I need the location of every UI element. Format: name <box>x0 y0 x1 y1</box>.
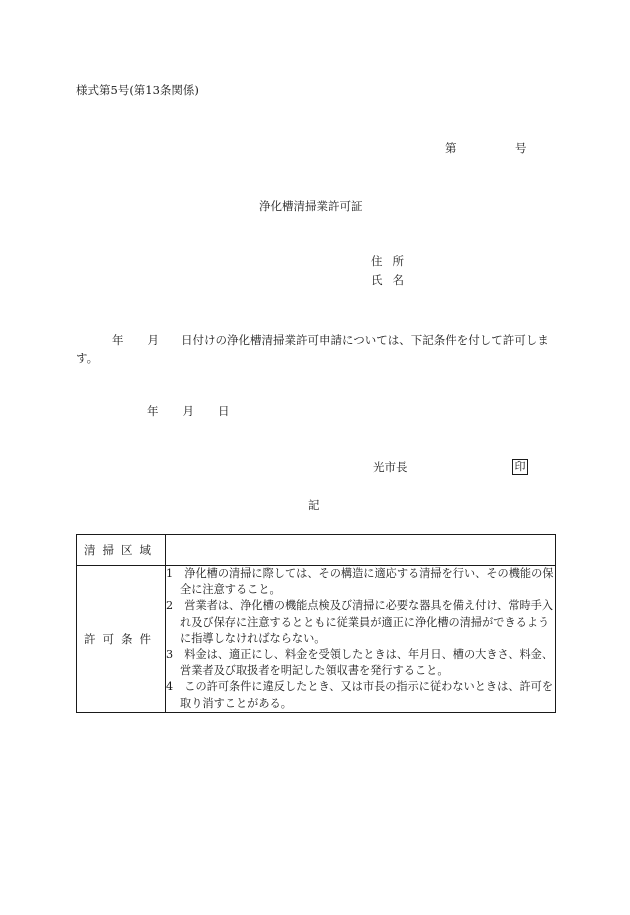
condition-item: 3 料金は、適正にし、料金を受領したときは、年月日、槽の大きさ、料金、営業者及び取扱者を明記した領収書を発行すること。 <box>166 648 554 678</box>
area-value <box>166 535 556 566</box>
condition-item: 1 浄化槽の清掃に際しては、その構造に適応する清掃を行い、その機能の保全に注意すること。 <box>166 567 554 597</box>
document-title: 浄化槽清掃業許可証 <box>259 199 363 213</box>
permit-statement <box>76 331 554 367</box>
condition-item: 4 この許可条件に違反したとき、又は市長の指示に従わないときは、許可を取り消すことがある。 <box>166 680 554 710</box>
statement-text: 日付けの浄化槽清掃業許可申請については、下記条件を付して許可します。 <box>76 333 549 365</box>
statement-month: 月 <box>147 333 159 347</box>
form-number: 様式第5号(第13条関係) <box>76 83 199 97</box>
seal-mark: 印 <box>512 459 528 475</box>
permit-number-prefix: 第 <box>445 141 457 155</box>
name-label: 氏名 <box>371 273 414 287</box>
ki-heading: 記 <box>308 498 320 512</box>
issue-day: 日 <box>218 404 230 418</box>
condition-item: 2 営業者は、浄化槽の機能点検及び清掃に必要な器具を備え付け、常時手入れ及び保存に注意するとともに従業員が適正に浄化槽の清掃ができるように指導しなければならない。 <box>166 599 554 645</box>
issue-year: 年 <box>147 404 159 418</box>
statement-year: 年 <box>112 333 124 347</box>
area-label: 清掃区域 <box>77 535 166 566</box>
issue-date <box>147 406 230 418</box>
address-label: 住所 <box>371 254 414 268</box>
issue-month: 月 <box>182 404 194 418</box>
conditions-label: 許可条件 <box>77 566 166 713</box>
conditions-cell <box>166 566 556 713</box>
conditions-table <box>76 534 556 713</box>
issuer: 光市長 <box>373 460 408 474</box>
permit-number-suffix: 号 <box>515 141 527 155</box>
